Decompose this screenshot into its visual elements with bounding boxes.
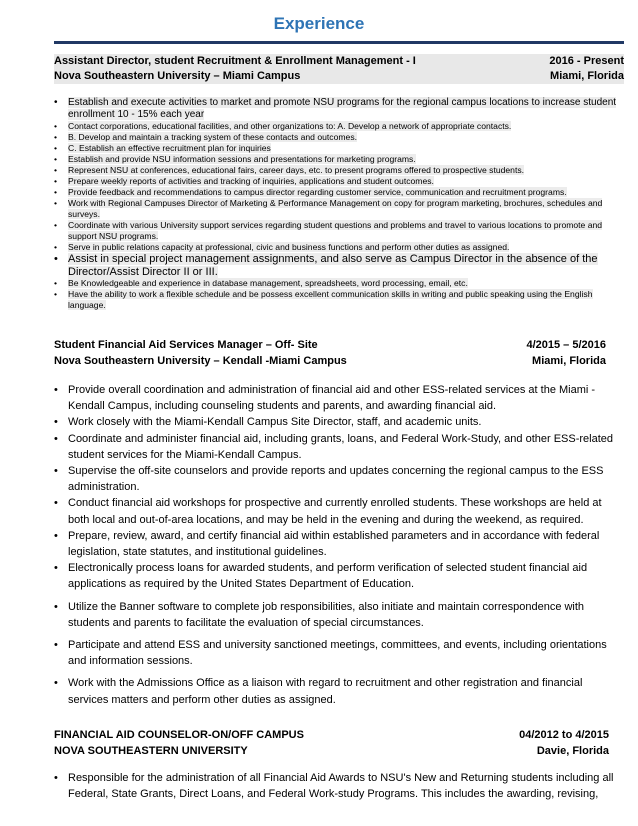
list-item bbox=[54, 121, 620, 132]
job1-org: Nova Southeastern University – Miami Campus bbox=[54, 70, 301, 82]
list-item-text: B. Develop and maintain a tracking system of these contacts and outcomes. bbox=[68, 132, 357, 142]
list-item-text: C. Establish an effective recruitment plan for inquiries bbox=[68, 143, 271, 153]
list-item bbox=[54, 176, 620, 187]
list-item bbox=[54, 242, 620, 253]
list-item: • Provide overall coordination and administration of financial aid and other ESS-related services at the Miami - Kendall Campus, including counseling students and parents, and awarding financial aid. bbox=[54, 382, 620, 414]
list-item bbox=[54, 132, 620, 143]
list-item: • Supervise the off-site counselors and provide reports and updates concerning the regional campus to the ESS administration. bbox=[54, 463, 620, 495]
list-item-text: Establish and execute activities to market and promote NSU programs for the regional campus locations to increase student enrollment 10 - 15% each year bbox=[68, 97, 617, 120]
list-item: • Prepare, review, award, and certify financial aid within established parameters and in accordance with federal legislation, state statutes, and institutional guidelines. bbox=[54, 528, 620, 560]
list-item: • Responsible for the administration of all Financial Aid Awards to NSU's New and Returning students including all Federal, State Grants, Direct Loans, and Federal Work-study Programs. This includes the awarding, revising, bbox=[54, 770, 620, 802]
job1-bullets bbox=[54, 97, 620, 311]
list-item: • Work with the Admissions Office as a liaison with regard to recruitment and other registration and financial services matters and perform other duties as assigned. bbox=[54, 675, 620, 707]
list-item-text: Assist in special project management assignments, and also serve as Campus Director in the absence of the Director/Assist Director II or III. bbox=[68, 253, 598, 278]
list-item: • Coordinate and administer financial aid, including grants, loans, and Federal Work-Study, and other ESS-related student services for the Miami-Kendall Campus. bbox=[54, 431, 620, 463]
list-item bbox=[54, 278, 620, 289]
job2-header bbox=[54, 338, 606, 370]
list-item-text: Establish and provide NSU information sessions and presentations for marketing programs. bbox=[68, 154, 416, 164]
list-item bbox=[54, 143, 620, 154]
job2-bullets bbox=[54, 382, 620, 708]
job2-org: Nova Southeastern University – Kendall -Miami Campus bbox=[54, 355, 347, 367]
list-item-text: Represent NSU at conferences, educational fairs, career days, etc. to present programs offered to prospective students. bbox=[68, 165, 525, 175]
job3-org: NOVA SOUTHEASTERN UNIVERSITY bbox=[54, 745, 248, 757]
job1-dates: 2016 - Present bbox=[549, 55, 624, 67]
list-item bbox=[54, 220, 620, 242]
list-item: • Work closely with the Miami-Kendall Campus Site Director, staff, and academic units. bbox=[54, 414, 620, 430]
list-item-text: Serve in public relations capacity at professional, civic and business functions and perform other duties as assigned. bbox=[68, 242, 510, 252]
list-item-text: Contact corporations, educational facilities, and other organizations to: A. Develop a network of appropriate contacts. bbox=[68, 121, 512, 131]
job2-dates: 4/2015 – 5/2016 bbox=[526, 339, 606, 351]
list-item: • Electronically process loans for awarded students, and perform verification of selected student financial aid applications as required by the United States Department of Education. bbox=[54, 560, 620, 592]
list-item bbox=[54, 289, 620, 311]
list-item: • Participate and attend ESS and university sanctioned meetings, committees, and events, including orientations and information sessions. bbox=[54, 637, 620, 669]
job1-location: Miami, Florida bbox=[550, 70, 624, 82]
job2-title: Student Financial Aid Services Manager – Off- Site bbox=[54, 339, 318, 351]
list-item bbox=[54, 165, 620, 176]
list-item-text: Coordinate with various University support services regarding student questions and problems and travel to various locations to promote and support NSU programs. bbox=[68, 220, 603, 241]
list-item bbox=[54, 187, 620, 198]
list-item bbox=[54, 253, 620, 278]
list-item-text: Work with Regional Campuses Director of Marketing & Performance Management on copy for program marketing, brochures, schedules and surveys. bbox=[68, 198, 603, 219]
job1-header bbox=[54, 54, 624, 84]
list-item bbox=[54, 97, 620, 121]
section-title: Experience bbox=[273, 14, 365, 33]
job3-header bbox=[54, 728, 609, 760]
list-item bbox=[54, 198, 620, 220]
job3-dates: 04/2012 to 4/2015 bbox=[519, 729, 609, 741]
job3-bullets bbox=[54, 770, 620, 802]
list-item-text: Be Knowledgeable and experience in database management, spreadsheets, word processing, email, etc. bbox=[68, 278, 468, 288]
job2-location: Miami, Florida bbox=[532, 355, 606, 367]
list-item: • Conduct financial aid workshops for prospective and currently enrolled students. These workshops are held at both local and out-of-area locations, and may be held in the evening and during the weekend, as required. bbox=[54, 495, 620, 527]
list-item: • Utilize the Banner software to complete job responsibilities, also initiate and maintain correspondence with students and parents to facilitate the evaluation of special circumstances. bbox=[54, 599, 620, 631]
job3-title: FINANCIAL AID COUNSELOR-ON/OFF CAMPUS bbox=[54, 729, 304, 741]
job1-title: Assistant Director, student Recruitment & Enrollment Management - I bbox=[54, 55, 416, 67]
list-item-text: Provide feedback and recommendations to campus director regarding customer service, communication and recruitment programs. bbox=[68, 187, 567, 197]
section-divider bbox=[54, 41, 624, 44]
list-item-text: Have the ability to work a flexible schedule and be possess excellent communication skills in writing and public speaking using the English language. bbox=[68, 289, 593, 310]
list-item bbox=[54, 154, 620, 165]
list-item-text: Prepare weekly reports of activities and tracking of inquiries, applications and student outcomes. bbox=[68, 176, 434, 186]
job3-location: Davie, Florida bbox=[536, 745, 609, 757]
